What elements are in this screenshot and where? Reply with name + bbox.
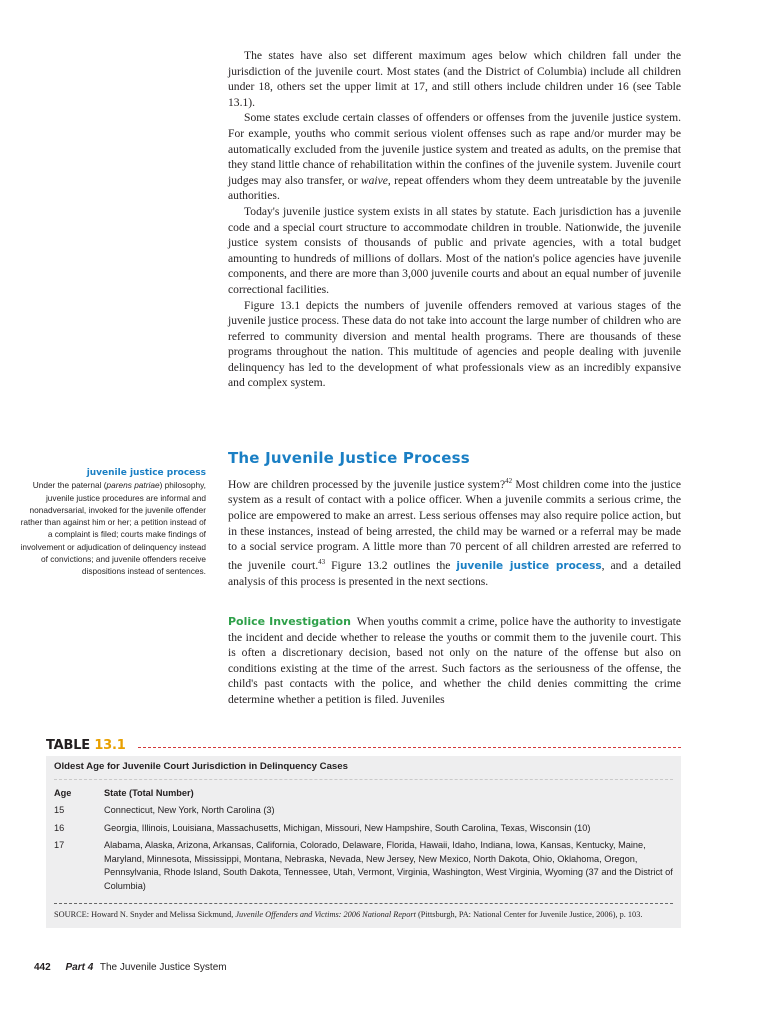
intro-text xyxy=(228,48,681,391)
section-title: The Juvenile Justice Process xyxy=(228,449,470,467)
table-13-1 xyxy=(46,736,681,928)
police-investigation-heading: Police Investigation xyxy=(228,615,351,628)
police-paragraph: Police Investigation When youths commit a crime, police have the authority to investigate the incident and decide whether to release the youths or commit them to the juvenile court. This is often a discretionary decision, based not only on the nature of the offense but also on conditions existing at the time of the arrest. Such factors as the seriousness of the offense, the child's past contacts with the police, and whether the child denies committing the crime determine whether a petition is filed. Juveniles xyxy=(228,615,681,706)
row-age: 16 xyxy=(54,822,65,833)
table-body xyxy=(46,756,681,928)
table-header-bar xyxy=(46,736,681,756)
intro-paragraph-4: Figure 13.1 depicts the numbers of juvenile offenders removed at various stages of the juvenile justice process. These data do not take into account the large number of children who are referred to community diversion and mental health programs. There are thousands of these programs throughout the nation. This multitude of agencies and people dealing with juvenile delinquency has led to the development of what professionals view as an incredibly expansive and complex system. xyxy=(228,298,681,390)
row-age: 15 xyxy=(54,805,65,815)
row-states: Alabama, Alaska, Arizona, Arkansas, California, Colorado, Delaware, Florida, Hawaii, Idaho, Indiana, Iowa, Kansas, Kentucky, Maine, Maryland, Minnesota, Mississippi, Montana, Nebraska, Nevada, New Jersey, New Mexico, North Dakota, Ohio, Oklahoma, Oregon, Pennsylvania, Rhode Island, South Dakota, Tennessee, Utah, Vermont, Virginia, Washington, West Virginia, Wyoming (37 and the District of Columbia) xyxy=(104,840,673,891)
intro-paragraph-1: The states have also set different maximum ages below which children fall under the jurisdiction of the juvenile court. Most states (and the District of Columbia) include all children under 18, others set the upper limit at 17, and still others include children under 16 (see Table 13.1). xyxy=(228,49,681,109)
intro-paragraph-3: Today's juvenile justice system exists in all states by statute. Each jurisdiction has a juvenile code and a special court structure to accommodate children in trouble. Nationwide, the juvenile justice system consists of thousands of public and private agencies, with a total budget amounting to hundreds of millions of dollars. Most of the nation's police agencies have juvenile components, and there are more than 3,000 juvenile courts and about an equal number of juvenile correctional facilities. xyxy=(228,204,681,296)
intro-paragraph-2: Some states exclude certain classes of offenders or offenses from the juvenile justice system. For example, youths who commit serious violent offenses such as rape and/or murder may be automatically excluded from the juvenile justice system and treated as adults, on the premise that they stand little chance of rehabilitation within the confines of the juvenile system. Juvenile court judges may also transfer, or waive, repeat offenders whom they deem untreatable by the juvenile authorities. xyxy=(228,111,681,203)
process-paragraph: How are children processed by the juvenile justice system?$^{42}$ Most children come into the justice system as a result of contact with a police officer. When a juvenile commits a serious crime, the police are empowered to make an arrest. Less serious offenses may also require police action, but in these instances, instead of being arrested, the child may be warned or a referral may be made to a social service program. A little more than 70 percent of all children arrested are referred to the juvenile court.$^{43}$ Figure 13.2 outlines the juvenile justice process, and a detailed analysis of this process is presented in the next sections. xyxy=(228,477,681,589)
part-label: Part 4 xyxy=(65,962,94,973)
column-header-states: State (Total Number) xyxy=(104,787,194,798)
police-investigation-text xyxy=(228,614,681,708)
table-rule xyxy=(138,747,681,748)
row-states: Georgia, Illinois, Louisiana, Massachusetts, Michigan, Missouri, New Hampshire, South Carolina, Texas, Wisconsin (10) xyxy=(104,822,591,833)
part-title: The Juvenile Justice System xyxy=(99,962,227,973)
endnote-42: 42 xyxy=(505,477,513,485)
page-footer xyxy=(34,962,227,973)
page-number: 442 xyxy=(34,962,51,973)
table-row xyxy=(54,820,673,838)
glossary-definition: Under the paternal (parens patriae) philosophy, juvenile justice procedures are informal and nonadversarial, invoked for the juvenile offender rather than against him or her; a petition instead of a complaint is filed; courts make findings of involvement or adjudication of delinquency instead of convictions; and juvenile offenders receive dispositions instead of sentences. xyxy=(20,480,206,577)
table-row xyxy=(54,837,673,895)
process-text xyxy=(228,474,681,590)
table-row xyxy=(54,802,673,820)
table-column-headers xyxy=(54,785,673,803)
table-label: TABLE 13.1 xyxy=(46,738,126,753)
row-states: Connecticut, New York, North Carolina (3) xyxy=(104,805,275,815)
glossary-term: juvenile justice process xyxy=(86,468,206,478)
table-caption: Oldest Age for Juvenile Court Jurisdiction in Delinquency Cases xyxy=(54,760,673,780)
table-source: SOURCE: Howard N. Snyder and Melissa Sickmund, Juvenile Offenders and Victims: 2006 National Report (Pittsburgh, PA: National Center for Juvenile Justice, 2006), p. 103. xyxy=(54,903,673,922)
key-term-juvenile-justice-process: juvenile justice process xyxy=(456,559,602,572)
column-header-age: Age xyxy=(54,787,72,798)
margin-glossary-note xyxy=(20,467,206,578)
endnote-43: 43 xyxy=(318,557,326,566)
row-age: 17 xyxy=(54,840,65,850)
